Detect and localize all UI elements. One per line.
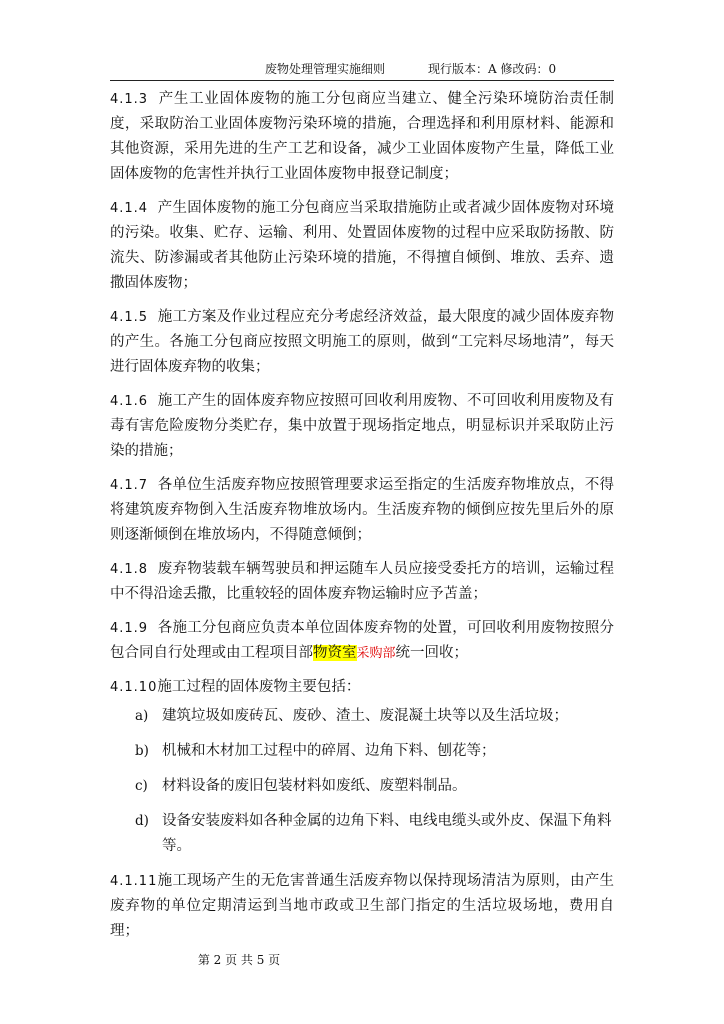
item-marker: a) bbox=[135, 708, 149, 724]
clause-text: 施工产生的固体废弃物应按照可回收利用废物、不可回收利用废物及有毒有害危险废物分类贮存，集中放置于现场指定地点，明显标识并采取防止污染的措施； bbox=[110, 393, 615, 459]
clause-text: 各单位生活废弃物应按照管理要求运至指定的生活废弃物堆放点，不得将建筑废弃物倒入生活废弃物堆放场内。生活废弃物的倾倒应按先里后外的原则逐渐倾倒在堆放场内，不得随意倾倒； bbox=[110, 477, 615, 543]
clause-number: 4.1.3 bbox=[110, 92, 149, 107]
clause-number: 4.1.4 bbox=[110, 201, 149, 216]
clause-4-1-9 bbox=[110, 616, 614, 666]
clause-number: 4.1.9 bbox=[110, 621, 149, 636]
page-header bbox=[110, 58, 614, 81]
revision-insert: 采购部 bbox=[356, 646, 396, 661]
list-item bbox=[110, 704, 614, 729]
clause-4-1-6 bbox=[110, 389, 614, 464]
item-marker: c) bbox=[135, 778, 148, 794]
clause-text: 各施工分包商应负责本单位固体废弃物的处置，可回收利用废物按照分包合同自行处理或由工程项目部 bbox=[110, 620, 615, 661]
clause-number: 4.1.11 bbox=[110, 874, 158, 889]
clause-text: 产生固体废物的施工分包商应当采取措施防止或者减少固体废物对环境的污染。收集、贮存、运输、利用、处置固体废物的过程中应采取防扬散、防流失、防渗漏或者其他防止污染环境的措施，不得擅自倾倒、堆放、丢弃、遗撒固体废物； bbox=[110, 200, 615, 291]
clause-number: 4.1.6 bbox=[110, 394, 149, 409]
clause-number: 4.1.10 bbox=[110, 680, 158, 695]
item-text: 材料设备的废旧包装材料如废纸、废塑料制品。 bbox=[162, 778, 467, 794]
waste-type-list bbox=[110, 704, 614, 859]
clause-4-1-7 bbox=[110, 473, 614, 548]
page-number: 第 2 页 共 5 页 bbox=[197, 953, 281, 967]
list-item bbox=[110, 739, 614, 764]
item-text: 建筑垃圾如废砖瓦、废砂、渣土、废混凝土块等以及生活垃圾； bbox=[162, 708, 568, 724]
clause-text-end: 统一回收； bbox=[395, 645, 469, 661]
clause-4-1-5 bbox=[110, 305, 614, 380]
clause-number: 4.1.7 bbox=[110, 478, 149, 493]
item-marker: b) bbox=[135, 743, 149, 759]
version-info: 现行版本：A 修改码：0 bbox=[428, 62, 557, 76]
item-marker: d) bbox=[135, 813, 149, 829]
clause-4-1-4 bbox=[110, 196, 614, 296]
item-text: 设备安装废料如各种金属的边角下料、电线电缆头或外皮、保温下角料等。 bbox=[162, 813, 612, 854]
page-footer bbox=[0, 951, 724, 968]
item-text: 机械和木材加工过程中的碎屑、边角下料、刨花等； bbox=[162, 743, 496, 759]
clause-number: 4.1.8 bbox=[110, 562, 149, 577]
highlighted-text: 物资室 bbox=[313, 645, 357, 661]
document-body bbox=[110, 87, 614, 953]
clause-text: 施工过程的固体废物主要包括： bbox=[157, 679, 361, 695]
document-title: 废物处理管理实施细则 bbox=[265, 62, 386, 76]
clause-text: 废弃物装载车辆驾驶员和押运随车人员应接受委托方的培训，运输过程中不得沿途丢撒，比重较轻的固体废弃物运输时应予苫盖； bbox=[110, 561, 615, 602]
clause-4-1-10 bbox=[110, 675, 614, 700]
clause-4-1-8 bbox=[110, 557, 614, 607]
clause-4-1-11 bbox=[110, 869, 614, 944]
list-item bbox=[110, 774, 614, 799]
clause-number: 4.1.5 bbox=[110, 310, 149, 325]
list-item bbox=[110, 809, 614, 859]
clause-text: 施工方案及作业过程应充分考虑经济效益，最大限度的减少固体废弃物的产生。各施工分包商应按照文明施工的原则，做到“工完料尽场地清”，每天进行固体废弃物的收集； bbox=[110, 309, 615, 375]
clause-4-1-3 bbox=[110, 87, 614, 187]
clause-text: 产生工业固体废物的施工分包商应当建立、健全污染环境防治责任制度，采取防治工业固体废物污染环境的措施，合理选择和利用原材料、能源和其他资源，采用先进的生产工艺和设备，减少工业固体废物产生量，降低工业固体废物的危害性并执行工业固体废物申报登记制度； bbox=[110, 91, 615, 182]
clause-text: 施工现场产生的无危害普通生活废弃物以保持现场清洁为原则，由产生废弃物的单位定期清运到当地市政或卫生部门指定的生活垃圾场地，费用自理； bbox=[110, 873, 614, 939]
